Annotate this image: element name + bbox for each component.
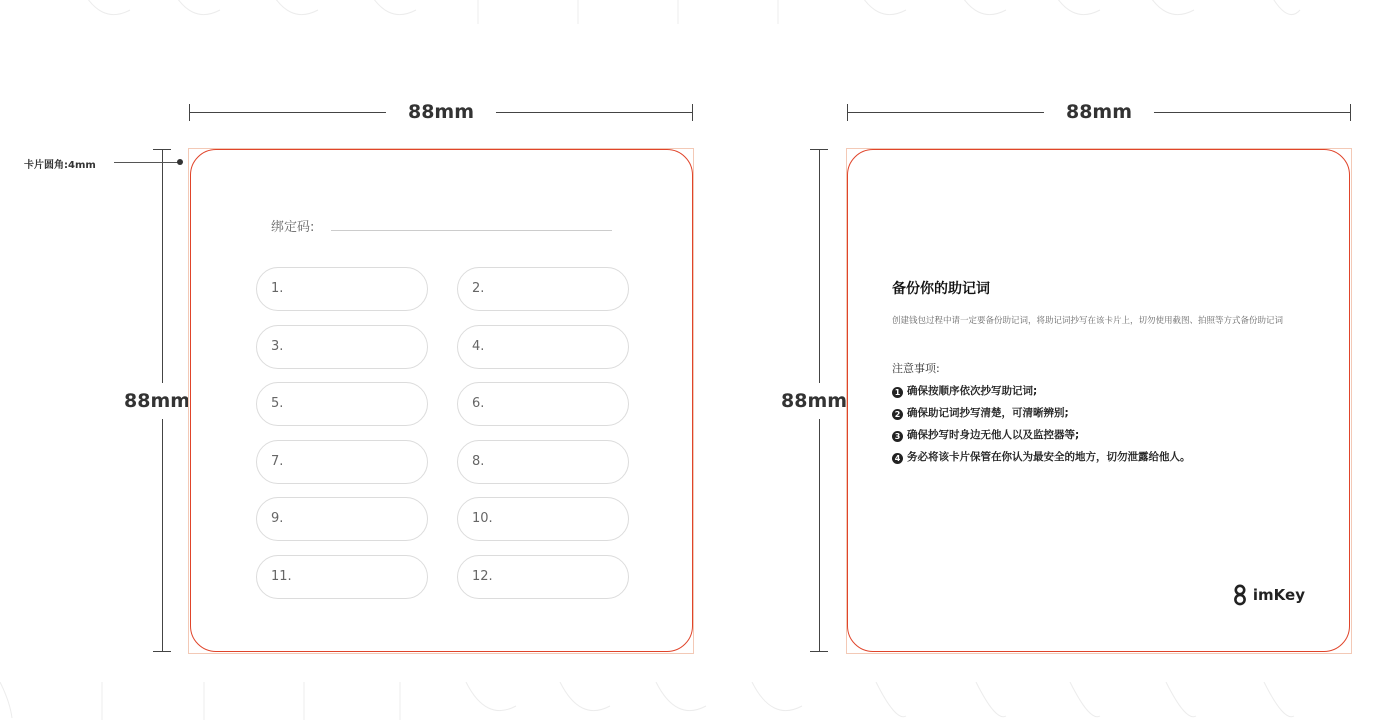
front-card	[190, 149, 693, 652]
decorative-outline-bottom	[0, 682, 1388, 722]
bind-code-label: 绑定码:	[271, 220, 315, 235]
corner-radius-leader	[114, 162, 180, 163]
front-width-label: 88mm	[386, 100, 496, 124]
dimension-tick-right	[692, 104, 693, 121]
number-badge-icon: 4	[892, 453, 903, 464]
note-text: 确保按顺序依次抄写助记词;	[907, 385, 1038, 397]
brand-logo	[1233, 584, 1305, 606]
note-item	[892, 424, 1191, 446]
back-width-dimension	[847, 102, 1351, 122]
back-height-dimension	[781, 149, 848, 652]
front-width-dimension	[189, 102, 693, 122]
notes-list	[892, 380, 1191, 468]
word-slot-9[interactable]: 9.	[256, 497, 428, 541]
back-height-label: 88mm	[781, 383, 847, 419]
brand-name: imKey	[1252, 586, 1305, 604]
word-slot-6[interactable]: 6.	[457, 382, 629, 426]
word-slot-10[interactable]: 10.	[457, 497, 629, 541]
notes-title: 注意事项:	[892, 362, 940, 375]
front-height-label: 88mm	[124, 383, 190, 419]
note-text: 确保抄写时身边无他人以及监控器等;	[907, 429, 1080, 441]
front-height-dimension	[124, 149, 191, 652]
word-slot-3[interactable]: 3.	[256, 325, 428, 369]
note-text: 务必将该卡片保管在你认为最安全的地方，切勿泄露给他人。	[907, 451, 1191, 463]
word-slot-2[interactable]: 2.	[457, 267, 629, 311]
word-slot-4[interactable]: 4.	[457, 325, 629, 369]
back-width-label: 88mm	[1044, 100, 1154, 124]
word-slot-1[interactable]: 1.	[256, 267, 428, 311]
bind-code-field[interactable]	[331, 230, 612, 231]
back-title: 备份你的助记词	[892, 281, 990, 297]
word-slot-8[interactable]: 8.	[457, 440, 629, 484]
dimension-tick-bottom	[810, 651, 828, 652]
note-item	[892, 402, 1191, 424]
back-card	[847, 149, 1350, 652]
dimension-tick-top	[153, 149, 171, 150]
word-slot-12[interactable]: 12.	[457, 555, 629, 599]
note-item	[892, 380, 1191, 402]
dimension-tick-left	[847, 104, 848, 121]
number-badge-icon: 3	[892, 431, 903, 442]
number-badge-icon: 2	[892, 409, 903, 420]
back-description: 创建钱包过程中请一定要备份助记词，将助记词抄写在该卡片上，切勿使用截图、拍照等方式备份助记词	[892, 316, 1284, 326]
dimension-tick-top	[810, 149, 828, 150]
number-badge-icon: 1	[892, 387, 903, 398]
corner-radius-dot	[177, 159, 183, 165]
dimension-tick-bottom	[153, 651, 171, 652]
dimension-tick-left	[189, 104, 190, 121]
note-text: 确保助记词抄写清楚，可清晰辨别;	[907, 407, 1069, 419]
corner-radius-note: 卡片圆角:4mm	[24, 160, 96, 171]
word-slot-5[interactable]: 5.	[256, 382, 428, 426]
word-slot-11[interactable]: 11.	[256, 555, 428, 599]
note-item	[892, 446, 1191, 468]
imkey-logo-icon	[1233, 584, 1247, 606]
decorative-outline-top	[0, 0, 1388, 26]
word-slot-7[interactable]: 7.	[256, 440, 428, 484]
dimension-tick-right	[1350, 104, 1351, 121]
